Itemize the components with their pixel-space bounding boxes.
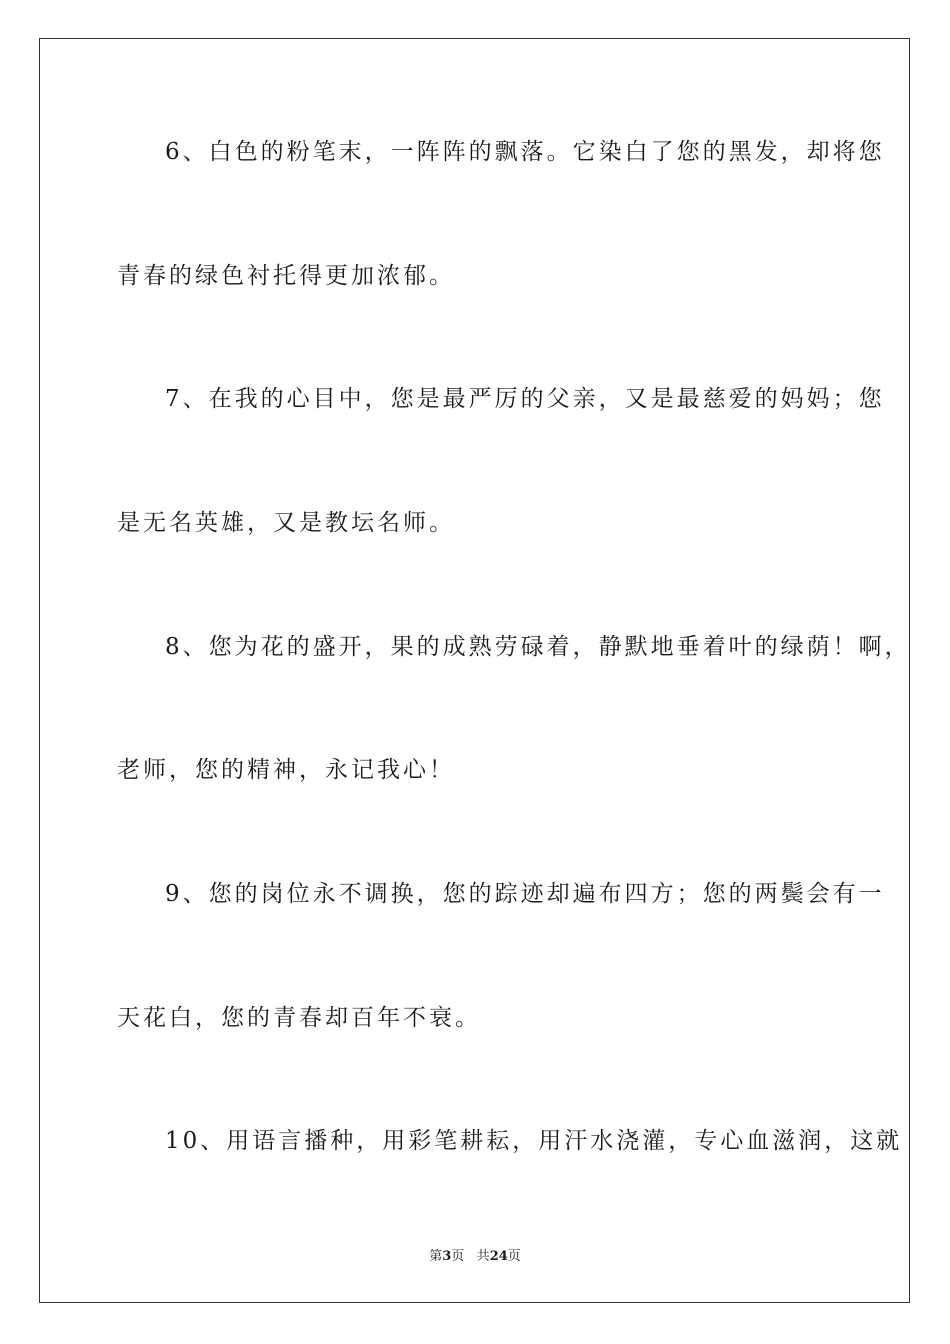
current-page-number: 3 (442, 1249, 452, 1264)
paragraph-7-line-2: 是无名英雄，又是教坛名师。 (117, 510, 455, 536)
paragraph-9-line-2: 天花白，您的青春却百年不衰。 (117, 1005, 481, 1031)
page-border (39, 38, 910, 1303)
total-pages-number: 24 (489, 1249, 508, 1264)
paragraph-8-line-2: 老师，您的精神，永记我心！ (117, 757, 455, 783)
total-prefix: 共 (476, 1249, 490, 1264)
paragraph-6-line-2: 青春的绿色衬托得更加浓郁。 (117, 263, 455, 289)
page-suffix: 页 (451, 1249, 465, 1264)
paragraph-9-line-1: 9、您的岗位永不调换，您的踪迹却遍布四方；您的两鬓会有一 (165, 881, 885, 907)
page-footer (0, 1248, 950, 1266)
paragraph-6-line-1: 6、白色的粉笔末，一阵阵的飘落。它染白了您的黑发，却将您 (165, 139, 885, 165)
paragraph-8-line-1: 8、您为花的盛开，果的成熟劳碌着，静默地垂着叶的绿荫！啊， (165, 634, 911, 660)
paragraph-7-line-1: 7、在我的心目中，您是最严厉的父亲，又是最慈爱的妈妈；您 (165, 386, 885, 412)
paragraph-10-line-1: 10、用语言播种，用彩笔耕耘，用汗水浇灌，专心血滋润，这就 (165, 1128, 903, 1154)
total-suffix: 页 (507, 1249, 521, 1264)
page-prefix: 第 (429, 1249, 443, 1264)
